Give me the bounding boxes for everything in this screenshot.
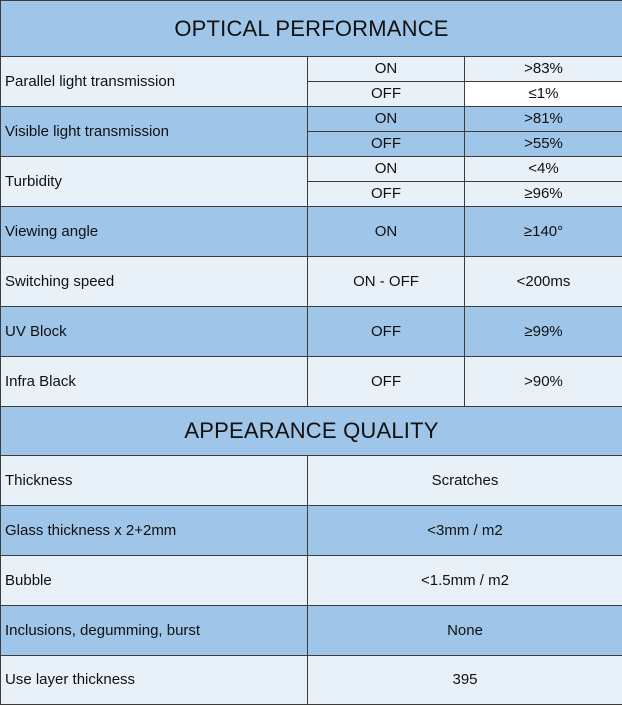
row-label: Switching speed	[1, 257, 308, 307]
row-label: Thickness	[1, 456, 308, 506]
optical-section-title: OPTICAL PERFORMANCE	[1, 1, 622, 57]
state-cell: OFF	[308, 82, 465, 107]
table-row	[1, 57, 622, 82]
state-cell: ON	[308, 207, 465, 257]
value-cell: <200ms	[465, 257, 622, 307]
value-cell: ≥99%	[465, 307, 622, 357]
state-cell: ON	[308, 107, 465, 132]
table-row	[1, 107, 622, 132]
state-cell: OFF	[308, 182, 465, 207]
row-label: Viewing angle	[1, 207, 308, 257]
row-label: UV Block	[1, 307, 308, 357]
table-row	[1, 456, 622, 506]
value-cell: ≥140°	[465, 207, 622, 257]
table-row	[1, 257, 622, 307]
row-label: Infra Black	[1, 357, 308, 407]
state-cell: OFF	[308, 132, 465, 157]
state-cell: OFF	[308, 307, 465, 357]
state-cell: ON	[308, 57, 465, 82]
row-label: Parallel light transmission	[1, 57, 308, 107]
state-cell: ON	[308, 157, 465, 182]
value-cell: <1.5mm / m2	[308, 556, 622, 606]
value-cell: ≤1%	[465, 82, 622, 107]
table-row	[1, 556, 622, 606]
value-cell: None	[308, 606, 622, 656]
row-label: Turbidity	[1, 157, 308, 207]
value-cell: Scratches	[308, 456, 622, 506]
appearance-header-row	[1, 407, 622, 456]
table-row	[1, 157, 622, 182]
value-cell: <4%	[465, 157, 622, 182]
table-row	[1, 506, 622, 556]
row-label: Visible light transmission	[1, 107, 308, 157]
table-row	[1, 357, 622, 407]
value-cell: >81%	[465, 107, 622, 132]
row-label: Use layer thickness	[1, 656, 308, 705]
state-cell: OFF	[308, 357, 465, 407]
appearance-section-title: APPEARANCE QUALITY	[1, 407, 622, 456]
value-cell: ≥96%	[465, 182, 622, 207]
row-label: Inclusions, degumming, burst	[1, 606, 308, 656]
row-label: Glass thickness x 2+2mm	[1, 506, 308, 556]
value-cell: <3mm / m2	[308, 506, 622, 556]
optical-header-row	[1, 1, 622, 57]
table-row	[1, 207, 622, 257]
table-row	[1, 656, 622, 705]
row-label: Bubble	[1, 556, 308, 606]
value-cell: >83%	[465, 57, 622, 82]
value-cell: >55%	[465, 132, 622, 157]
value-cell: >90%	[465, 357, 622, 407]
table-row	[1, 307, 622, 357]
state-cell: ON - OFF	[308, 257, 465, 307]
table-row	[1, 606, 622, 656]
value-cell: 395	[308, 656, 622, 705]
